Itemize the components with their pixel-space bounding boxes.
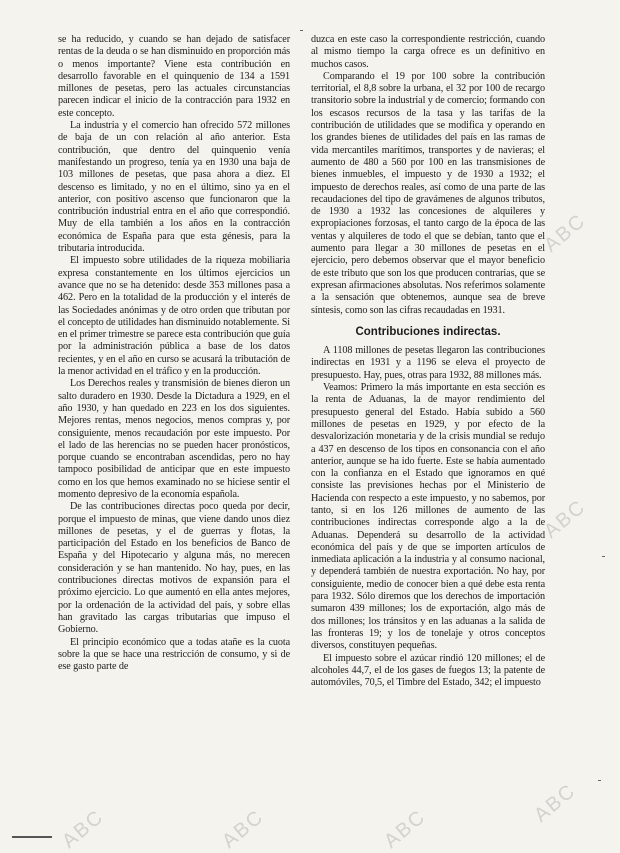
abc-watermark: ABC	[540, 495, 591, 543]
right-paragraph-3: A 1108 millones de pesetas llegaron las contribuciones indirectas en 1931 y a 1196 se eleva el proyecto de presupuesto. Hay, pues, otras para 1932, 88 millones más.	[311, 345, 545, 381]
abc-watermark: ABC	[530, 779, 581, 827]
left-column	[58, 34, 290, 673]
left-paragraph-3: El impuesto sobre utilidades de la riqueza mobiliaria expresa constantemente en los últimos ejercicios un avance que no se ha detenido: desde 353 millones pasa a 462. Pero en la totalidad de la producción y el interés de las Sociedades anónimas y de otro orden que tributan por el concepto de utilidades han disminuido notablemente. Si en el primer trimestre se parece esta contribución que guía por la administración pública a base de los datos recientes, y en el año en curso se acusará la tributación de la menor actividad en el tráfico y en la producción.	[58, 255, 290, 378]
abc-watermark: ABC	[58, 805, 109, 853]
print-speck	[300, 30, 303, 31]
left-paragraph-5: De las contribuciones directas poco queda por decir, porque el impuesto de minas, que viene dando unos diez millones de pesetas, y el de guerras y flotas, la participación del Estado en los beneficios de Banco de España y del Hipotecario y alguna más, no merecen consideración y se han mantenido. No hay, pues, en las contribuciones directas motivos de expansión para el próximo ejercicio. Lo que aumentó en ella antes mejores, por la ordenación de la actividad del país, y sobre ellas han gravitado las cargas tributarias que impuso el Gobierno.	[58, 501, 290, 636]
left-paragraph-2: La industria y el comercio han ofrecido 572 millones de baja de un con relación al año anterior. Esta contribución, que dentro del quinquenio venía manifestando un progreso, tenía ya en 1930 una baja de 103 millones de pesetas, que pasa ahora a diez. El descenso es limitado, y no en el último, sino ya en el anterior, con positivo ascenso que funcionaron que la contribución industrial entra en el año que correspondió. Muy de ella también a los años en la contracción económica de España para que esta génesis, para la tributaria introducida.	[58, 120, 290, 255]
abc-watermark: ABC	[380, 805, 431, 853]
left-paragraph-6: El principio económico que a todas atañe es la cuota sobre la que se hace una restricción de consumo, y si de ese gasto parte de	[58, 636, 290, 673]
print-speck	[598, 780, 601, 781]
section-heading-contribuciones-indirectas: Contribuciones indirectas.	[355, 325, 501, 338]
print-speck	[602, 556, 605, 557]
right-paragraph-5: El impuesto sobre el azúcar rindió 120 millones; el de alcoholes 44,7, el de los gases de fuegos 13; la patente de automóviles, 70,5, el Timbre del Estado, 342; el impuesto	[311, 652, 545, 689]
right-column	[311, 34, 545, 689]
left-paragraph-1: se ha reducido, y cuando se han dejado de satisfacer rentas de la deuda o se han disminuido en proporción más o menos importante? Viene esta contribución en desarrollo favorable en el quinquenio de 134 a 1591 millones de pesetas, pero las actuales circunstancias parecen indicar el inicio de la contracción para 1932 en este concepto.	[58, 34, 290, 119]
right-paragraph-4: Veamos: Primero la más importante en esta sección es la renta de Aduanas, la de mayor rendimiento del presupuesto general del Estado. Había subido a 560 millones de pesetas en 1929, y por efecto de la desvalorización monetaria y de la crisis mundial se redujo a 437 en descenso de los tipos en consonancia con el año anterior, aunque se ha ido fuerte. Este se había aumentado con la confianza en el Estado que ignoramos en qué consiste las previsiones hechas por el Ministerio de Hacienda con respecto a este impuesto, y no sabemos, por tanto, si en los 126 millones de aumento de las contribuciones indirectas corresponde algo a la de Aduanas. Dependerá su desarrollo de la actividad económica del país y de que se importen artículos de inmediata aplicación a la industria y al consumo nacional, y dependerá también de nuestra exportación. No hay, por consiguiente, medio de conocer bien a qué debe esta renta para 1932. Sólo diremos que los derechos de importación sumaron 439 millones; los de exportación, algo más de dos millones; los tránsitos y en las aduanas a la salida de las fronteras 19; y los de tonelaje y otros conceptos diversos, constituyen pequeñas.	[311, 382, 545, 652]
right-paragraph-1: duzca en este caso la correspondiente restricción, cuando al mismo tiempo la carga ofrece es un definitivo en muchos casos.	[311, 34, 545, 70]
page-edge-mark	[12, 836, 52, 838]
right-paragraph-2: Comparando el 19 por 100 sobre la contribución territorial, el 8,8 sobre la urbana, el 32 por 100 de recargo transitorio sobre la industrial y de comercio; formando con los escasos recursos de la tasa y las tarifas de la contribución de utilidades que se modifica y operando en los grandes bienes de utilidades del país en las ramas de vida mercantiles marítimos, transportes y de navieras; el aumento de 480 a 560 por 100 en las transmisiones de bienes inmuebles, el impuesto y de 1930 a 1932; el impuesto de derechos reales, así como de una parte de las recaudaciones del tipo de gravámenes de algunos tributos, de 1930 a 1932 las concesiones de alquileres y expropiaciones forzosas, el tanto cargo de la época de las ventas y alquileres de todo el que se debían, tanto que el aumento para llegar a 30 millones de pesetas en el ejercicio, pero debemos observar que el mayor beneficio de este tributo que son los que producen contrarias, que se expresan afirmaciones absolutas. Nos referimos solamente a la sensación que obtenemos, aunque sea de breve síntesis, como son las cifras recaudadas en 1931.	[311, 70, 546, 316]
left-paragraph-4: Los Derechos reales y transmisión de bienes dieron un salto duradero en 1930. Desde la Dictadura a 1929, en el año 1930, y han quedado en 223 en los dos siguientes. Mejores rentas, menos negocios, menos compras y, por consiguiente, menos recaudación por este impuesto. Por el lado de las herencias no se pueden hacer pronósticos, porque cuando se encontraban ascendidas, pero no hay tampoco posibilidad de anticipar que en este impuesto como en los que hemos examinado no se hiciese sentir el momento depresivo de la economía española.	[58, 378, 290, 500]
abc-watermark: ABC	[218, 805, 269, 853]
abc-watermark: ABC	[540, 209, 591, 257]
